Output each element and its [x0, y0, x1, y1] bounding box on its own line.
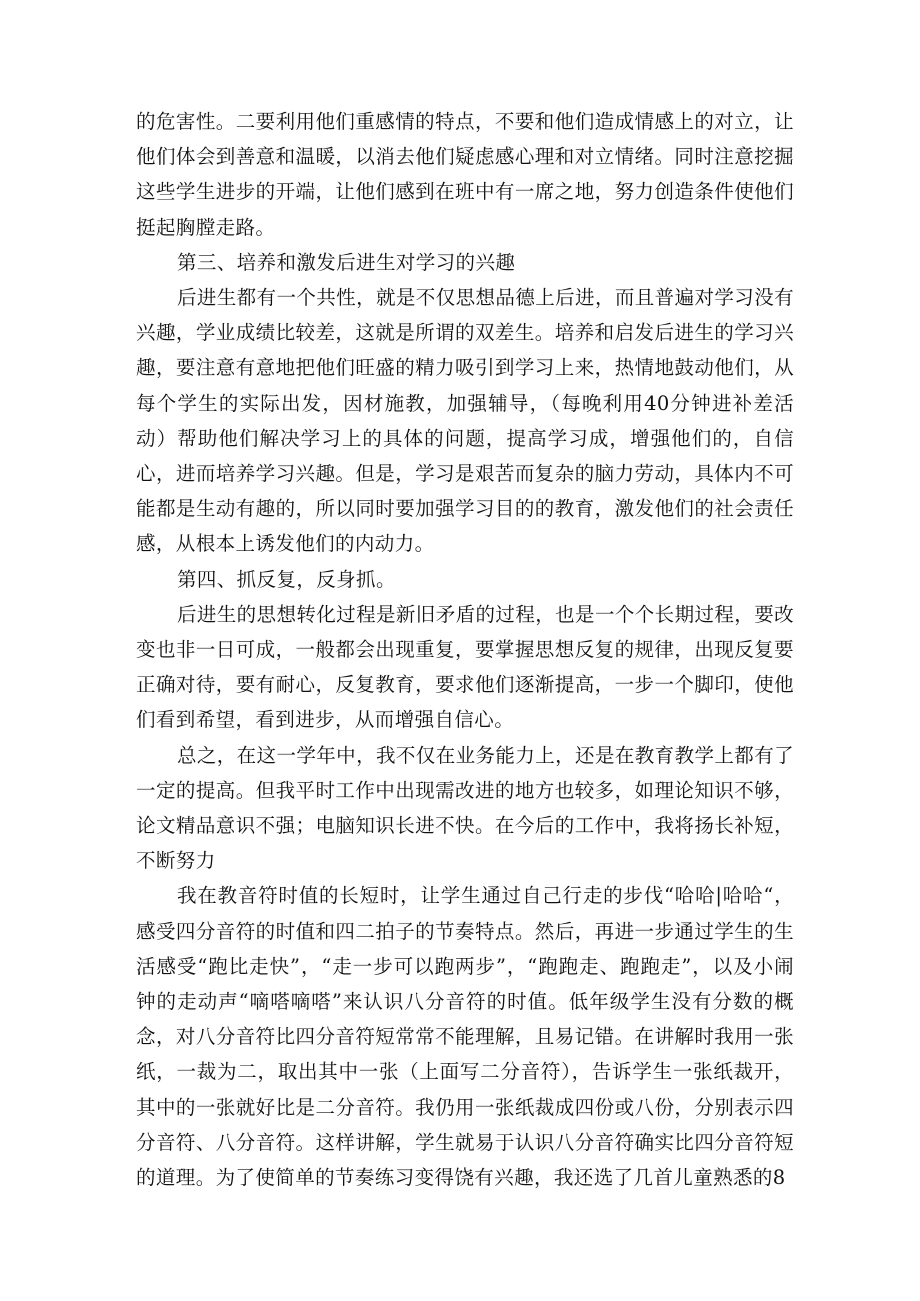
- paragraph-2: 后进生都有一个共性，就是不仅思想品德上后进，而且普遍对学习没有兴趣，学业成绩比较差，这就是所谓的双差生。培养和启发后进生的学习兴趣，要注意有意地把他们旺盛的精力吸引到学习上来，热情地鼓动他们，从每个学生的实际出发，因材施教，加强辅导，（每晚利用40分钟进补差活动）帮助他们解决学习上的具体的问题，提高学习成，增强他们的，自信心，进而培养学习兴趣。但是，学习是艰苦而复杂的脑力劳动，具体内不可能都是生动有趣的，所以同时要加强学习目的的教育，激发他们的社会责任感，从根本上诱发他们的内动力。: [136, 286, 794, 556]
- paragraph-4: 总之，在这一学年中，我不仅在业务能力上，还是在教育教学上都有了一定的提高。但我平时工作中出现需改进的地方也较多，如理论知识不够，论文精品意识不强；电脑知识长进不快。在今后的工作中，我将扬长补短，不断努力: [136, 743, 794, 873]
- section-heading-3: 第三、培养和激发后进生对学习的兴趣: [176, 250, 516, 274]
- paragraph-1: 的危害性。二要利用他们重感情的特点，不要和他们造成情感上的对立，让他们体会到善意和温暖，以消去他们疑虑感心理和对立情绪。同时注意挖掘这些学生进步的开端，让他们感到在班中有一席之地，努力创造条件使他们挺起胸膛走路。: [136, 110, 794, 239]
- paragraph-5: 我在教音符时值的长短时，让学生通过自己行走的步伐“哈哈|哈哈“，感受四分音符的时值和四二拍子的节奏特点。然后，再进一步通过学生的生活感受“跑比走快”，“走一步可以跑两步”，“跑跑走、跑跑走”，以及小闹钟的走动声“嘀嗒嘀嗒”来认识八分音符的时值。低年级学生没有分数的概念，对八分音符比四分音符短常常不能理解，且易记错。在讲解时我用一张纸，一裁为二，取出其中一张（上面写二分音符），告诉学生一张纸裁开，其中的一张就好比是二分音符。我仍用一张纸裁成四份或八份，分别表示四分音符、八分音符。这样讲解，学生就易于认识八分音符确实比四分音符短的道理。为了使简单的节奏练习变得饶有兴趣，我还选了几首儿童熟悉的8: [136, 884, 794, 1190]
- section-heading-4: 第四、抓反复，反身抓。: [176, 567, 396, 591]
- paragraph-3: 后进生的思想转化过程是新旧矛盾的过程，也是一个个长期过程，要改变也非一日可成，一般都会出现重复，要掌握思想反复的规律，出现反复要正确对待，要有耐心，反复教育，要求他们逐渐提高，一步一个脚印，使他们看到希望，看到进步，从而增强自信心。: [136, 602, 794, 732]
